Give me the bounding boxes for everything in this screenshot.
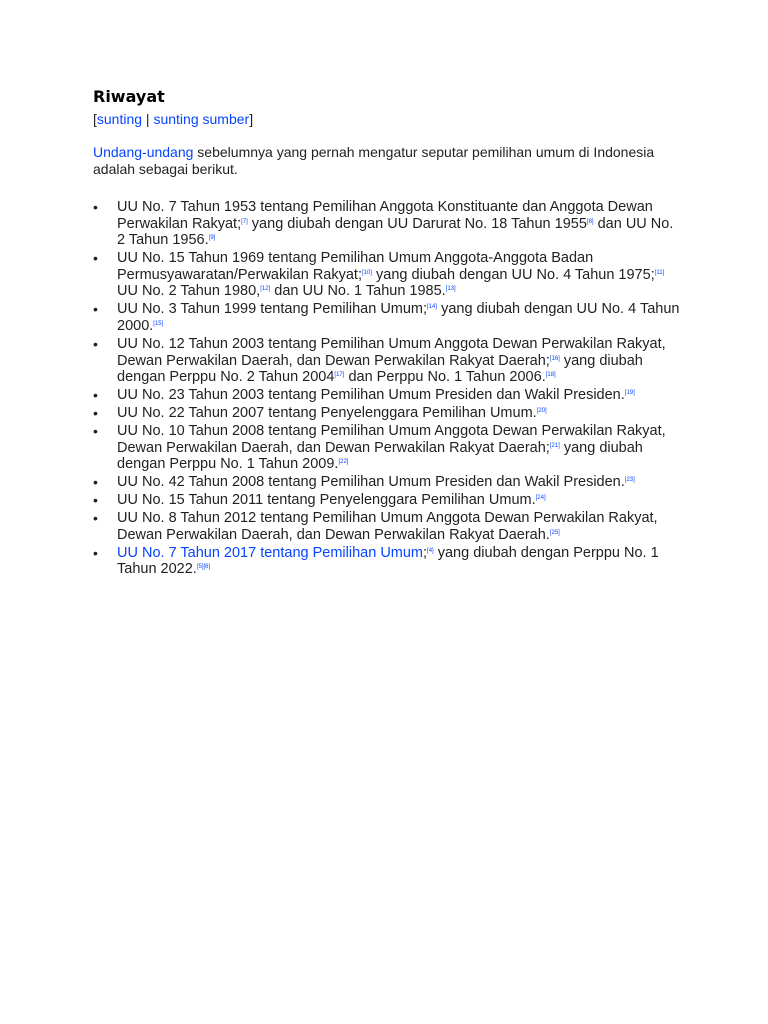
law-list — [93, 199, 683, 578]
list-item — [93, 387, 683, 404]
law-text: dan UU No. 1 Tahun 1985. — [270, 283, 446, 300]
reference-link[interactable]: [17] — [334, 372, 345, 379]
reference-link[interactable]: [8] — [586, 218, 594, 225]
section-title: Riwayat — [93, 87, 165, 106]
edit-bracket-close: ] — [249, 111, 254, 127]
law-text: ; — [423, 544, 428, 561]
law-text: UU No. 12 Tahun 2003 tentang Pemilihan Umum Anggota Dewan Perwakilan Rakyat, Dewan Perwakilan Daerah, dan Dewan Perwakilan Rakyat Daerah; — [117, 335, 666, 369]
list-item — [93, 492, 683, 509]
law-text: UU No. 23 Tahun 2003 tentang Pemilihan Umum Presiden dan Wakil Presiden. — [117, 387, 625, 404]
bullet-icon: • — [93, 474, 98, 491]
law-text: yang diubah dengan Perppu No. 1 Tahun 2022. — [117, 544, 659, 578]
reference-link[interactable]: [4] — [427, 547, 434, 554]
reference-link[interactable]: [11] — [654, 269, 665, 276]
reference-link[interactable]: [16] — [549, 355, 560, 362]
reference-link[interactable]: [18] — [545, 372, 556, 379]
reference-link[interactable]: [20] — [536, 408, 547, 415]
law-text: UU No. 10 Tahun 2008 tentang Pemilihan Umum Anggota Dewan Perwakilan Rakyat, Dewan Perwakilan Daerah, dan Dewan Perwakilan Rakyat Daerah; — [117, 423, 666, 456]
intro-paragraph — [93, 144, 683, 178]
bullet-icon: • — [93, 250, 98, 267]
list-item — [93, 301, 683, 334]
reference-link[interactable]: [19] — [624, 390, 635, 397]
bullet-icon: • — [93, 544, 98, 561]
bullet-icon: • — [93, 510, 98, 527]
list-item — [93, 474, 683, 491]
law-text: dan UU No. 2 Tahun 1956. — [117, 215, 674, 249]
edit-bracket-open: [ — [93, 111, 97, 127]
edit-separator: | — [142, 111, 154, 127]
law-text: UU No. 42 Tahun 2008 tentang Pemilihan Umum Presiden dan Wakil Presiden. — [117, 474, 625, 491]
intro-text: sebelumnya yang pernah mengatur seputar pemilihan umum di Indonesia adalah sebagai berikut. — [93, 144, 655, 177]
law-text: yang diubah dengan UU No. 4 Tahun 2000. — [117, 301, 680, 334]
list-item — [93, 250, 683, 300]
reference-link[interactable]: [22] — [338, 459, 349, 466]
law-text: yang diubah dengan Perppu No. 2 Tahun 2004 — [117, 352, 643, 386]
law-text: UU No. 8 Tahun 2012 tentang Pemilihan Umum Anggota Dewan Perwakilan Rakyat, Dewan Perwakilan Daerah, dan Dewan Perwakilan Rakyat Daerah. — [117, 510, 658, 543]
reference-link[interactable]: [14] — [427, 304, 438, 311]
list-item — [93, 336, 683, 386]
reference-link[interactable]: [6] — [203, 564, 211, 571]
reference-link[interactable]: [5] — [196, 564, 204, 571]
reference-link[interactable]: [24] — [535, 495, 546, 502]
bullet-icon: • — [93, 387, 98, 404]
law-text: dan Perppu No. 1 Tahun 2006. — [344, 369, 546, 386]
list-item — [93, 545, 683, 578]
law-text: yang diubah dengan Perppu No. 1 Tahun 2009. — [117, 439, 643, 473]
list-item — [93, 405, 683, 422]
law-text: UU No. 22 Tahun 2007 tentang Penyelenggara Pemilihan Umum. — [117, 405, 537, 422]
bullet-icon: • — [93, 301, 98, 318]
law-text: UU No. 7 Tahun 1953 tentang Pemilihan Anggota Konstituante dan Anggota Dewan Perwakilan Rakyat; — [117, 199, 653, 232]
law-text: yang diubah dengan UU Darurat No. 18 Tahun 1955 — [247, 215, 587, 232]
edit-source-link[interactable]: sunting sumber — [153, 111, 250, 127]
reference-link[interactable]: [25] — [549, 529, 560, 536]
bullet-icon: • — [93, 423, 98, 440]
law-text: UU No. 3 Tahun 1999 tentang Pemilihan Umum; — [117, 301, 428, 318]
undang-undang-link[interactable]: Undang-undang — [93, 144, 194, 160]
bullet-icon: • — [93, 492, 98, 509]
list-item — [93, 199, 683, 249]
reference-link[interactable]: [12] — [260, 286, 271, 293]
reference-link[interactable]: [10] — [362, 269, 373, 276]
reference-link[interactable]: [13] — [445, 286, 456, 293]
list-item — [93, 423, 683, 473]
edit-link[interactable]: sunting — [96, 111, 143, 127]
reference-link[interactable]: [9] — [208, 235, 216, 242]
edit-links — [93, 109, 683, 129]
law-text: UU No. 15 Tahun 2011 tentang Penyelenggara Pemilihan Umum. — [117, 492, 536, 509]
law-text: UU No. 15 Tahun 1969 tentang Pemilihan Umum Anggota-Anggota Badan Permusyawaratan/Perwakilan Rakyat; — [117, 250, 594, 283]
article-section — [93, 86, 683, 579]
bullet-icon: • — [93, 335, 98, 352]
law-text: yang diubah dengan UU No. 4 Tahun 1975; — [372, 266, 655, 283]
reference-link[interactable]: [21] — [549, 442, 560, 449]
reference-link[interactable]: [23] — [624, 477, 635, 484]
law-text: UU No. 2 Tahun 1980, — [117, 283, 261, 300]
reference-link[interactable]: [15] — [153, 320, 164, 327]
law-link[interactable]: UU No. 7 Tahun 2017 tentang Pemilihan Umum — [117, 544, 424, 561]
bullet-icon: • — [93, 199, 98, 215]
list-item — [93, 510, 683, 543]
reference-link[interactable]: [7] — [241, 218, 248, 225]
bullet-icon: • — [93, 405, 98, 422]
